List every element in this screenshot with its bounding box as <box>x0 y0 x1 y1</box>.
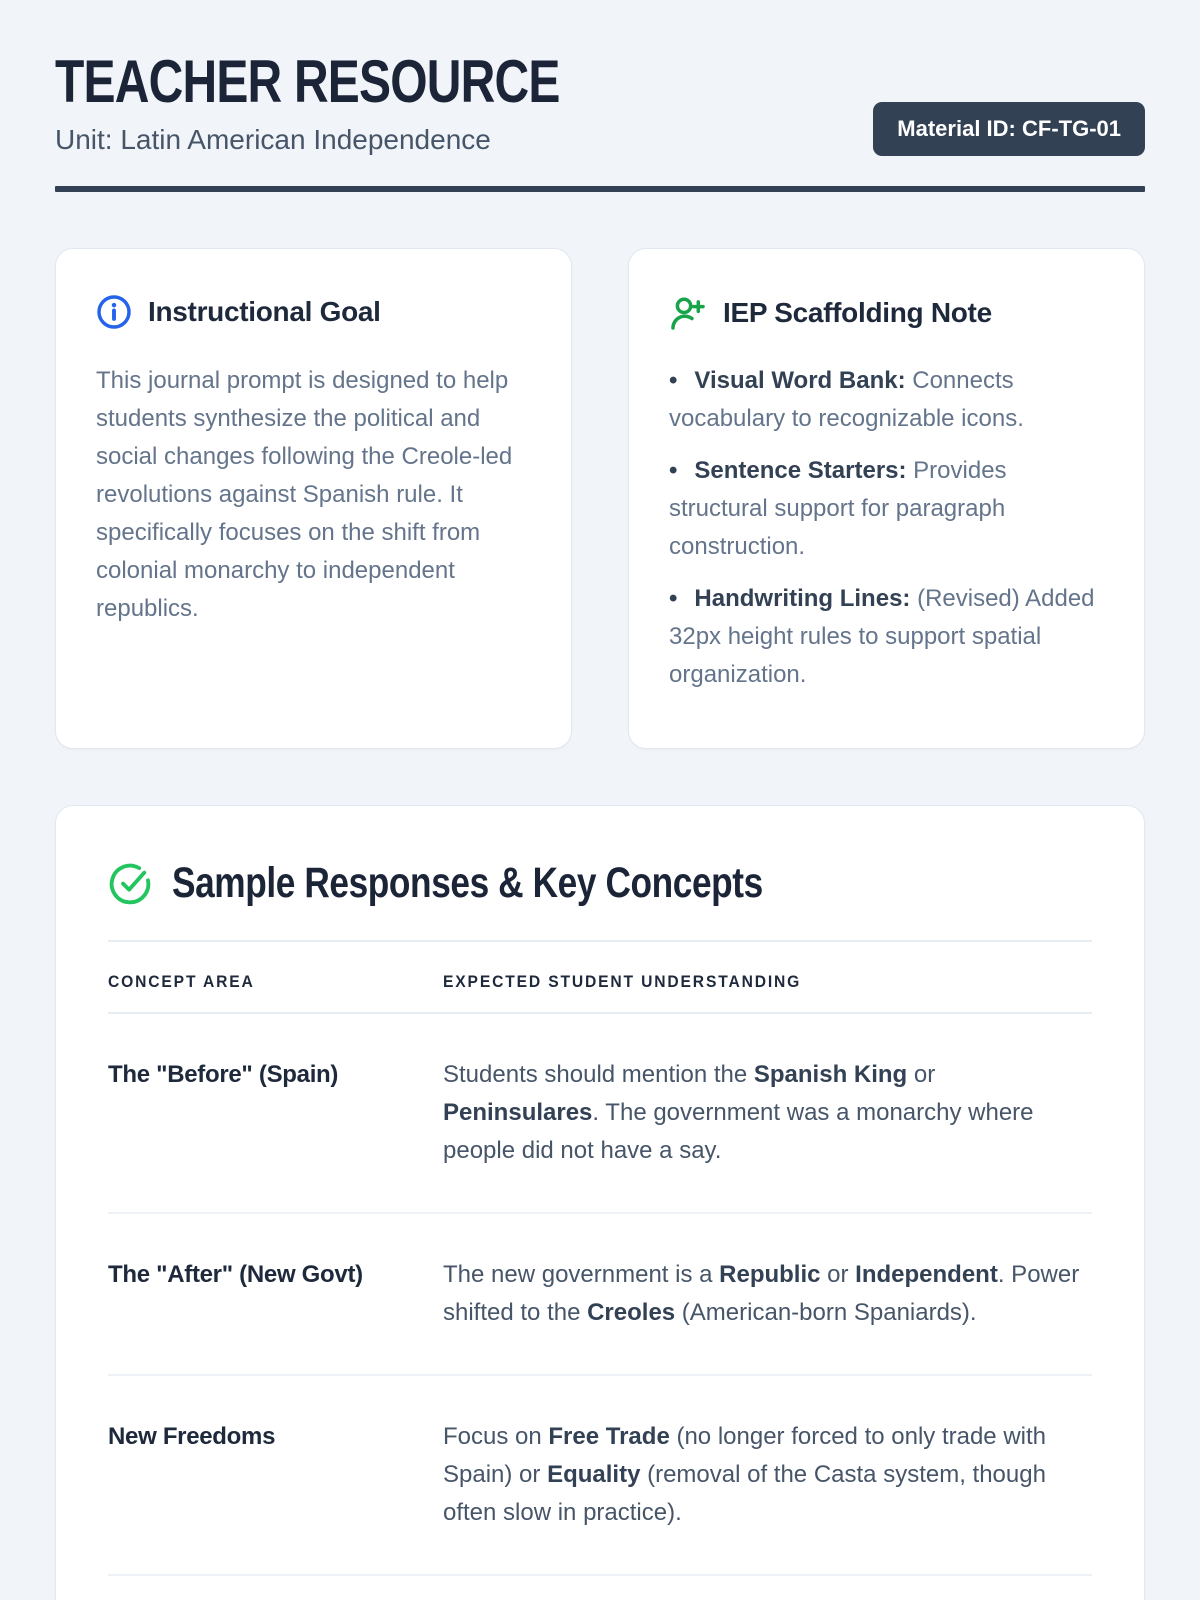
row-concept: New Freedoms <box>108 1423 276 1451</box>
col-header-expected-understanding: EXPECTED STUDENT UNDERSTANDING <box>443 972 802 992</box>
iep-bullet-list <box>669 362 1104 694</box>
iep-card-title: IEP Scaffolding Note <box>723 297 992 328</box>
row-understanding: Students should mention the Spanish King or Peninsulares. The government was a monarchy where people did not have a say. <box>443 1061 1034 1165</box>
header-text-block <box>55 48 686 156</box>
goal-card-body: This journal prompt is designed to help students synthesize the political and social changes following the Creole-led revolutions against Spanish rule. It specifically focuses on the shift from colonial monarchy to independent republics. <box>96 367 513 622</box>
sample-card <box>55 805 1145 1600</box>
row-understanding: The new government is a Republic or Independent. Power shifted to the Creoles (American-born Spaniards). <box>443 1261 1080 1327</box>
row-concept: The "Before" (Spain) <box>108 1061 339 1089</box>
goal-card-header <box>96 294 531 330</box>
material-id-badge: Material ID: CF-TG-01 <box>873 102 1145 156</box>
table-row <box>108 1376 1092 1576</box>
iep-bullet-text: Provides structural support for paragraph construction. <box>669 457 1007 560</box>
row-concept: The "After" (New Govt) <box>108 1261 363 1289</box>
iep-bullet-label: Handwriting Lines: <box>694 585 911 612</box>
table-row <box>108 1214 1092 1376</box>
info-icon <box>96 294 132 330</box>
sample-divider <box>108 940 1092 942</box>
iep-bullet-text: Connects vocabulary to recognizable icons. <box>669 367 1024 432</box>
goal-card-title: Instructional Goal <box>148 296 381 327</box>
user-plus-icon <box>669 294 707 332</box>
iep-bullet <box>669 452 1104 566</box>
iep-bullet-label: Visual Word Bank: <box>694 367 906 394</box>
sample-card-title: Sample Responses & Key Concepts <box>172 859 763 907</box>
iep-bullet <box>669 362 1104 438</box>
col-header-concept-area: CONCEPT AREA <box>108 972 255 992</box>
table-header-row <box>108 972 1092 992</box>
check-circle-icon <box>108 862 152 906</box>
row-understanding: Focus on Free Trade (no longer forced to only trade with Spain) or Equality (removal of the Casta system, though often slow in practice). <box>443 1423 1047 1527</box>
iep-card-header <box>669 294 1104 332</box>
sample-card-header <box>108 861 1092 906</box>
header-rule <box>55 186 1145 192</box>
iep-card <box>628 248 1145 749</box>
iep-bullet <box>669 580 1104 694</box>
iep-bullet-label: Sentence Starters: <box>694 457 907 484</box>
page-title: TEACHER RESOURCE <box>55 48 560 115</box>
table-row <box>108 1014 1092 1214</box>
goal-card <box>55 248 572 749</box>
page-subtitle: Unit: Latin American Independence <box>55 124 491 155</box>
header <box>55 48 1145 156</box>
iep-bullet-text: (Revised) Added 32px height rules to support spatial organization. <box>669 585 1095 688</box>
card-row <box>55 248 1145 749</box>
